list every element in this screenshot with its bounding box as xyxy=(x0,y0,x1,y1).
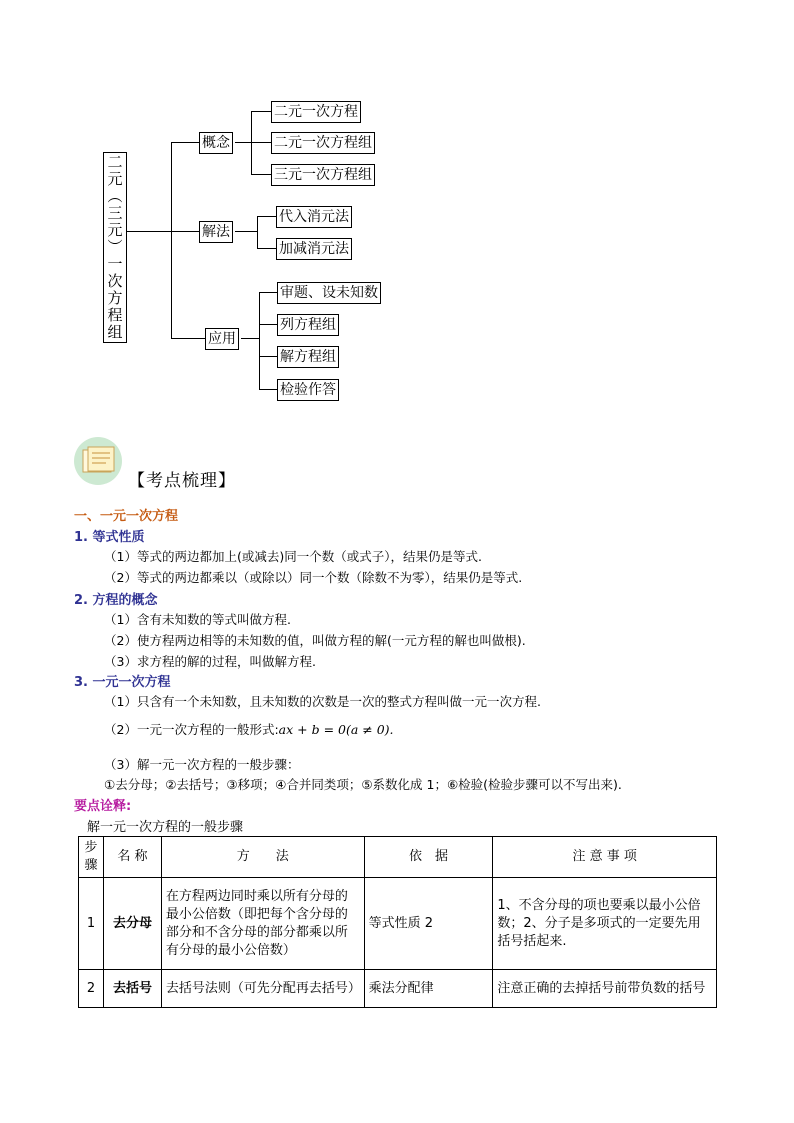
connector xyxy=(241,338,260,339)
root-char: 元 xyxy=(107,170,123,188)
section-title: 【考点梳理】 xyxy=(128,471,236,491)
cell-basis: 等式性质 2 xyxy=(364,878,493,970)
leaf-node: 二元一次方程 xyxy=(271,101,361,123)
cell-note: 1、不含分母的项也要乘以最小公倍数；2、分子是多项式的一定要先用括号括起来. xyxy=(493,878,717,970)
root-char: 组 xyxy=(107,323,123,341)
leaf-node: 列方程组 xyxy=(277,314,339,336)
heading-linear-equation: 一、一元一次方程 xyxy=(74,509,179,524)
root-char: 次 xyxy=(107,272,123,290)
mindmap-root xyxy=(103,152,127,343)
connector xyxy=(251,111,271,112)
connector xyxy=(259,356,277,357)
leaf-node: 二元一次方程组 xyxy=(271,132,375,154)
connector xyxy=(171,142,199,143)
paragraph: （2）等式的两边都乘以（或除以）同一个数（除数不为零），结果仍是等式. xyxy=(104,570,523,585)
connector xyxy=(257,216,276,217)
root-char: 元 xyxy=(107,221,123,239)
cell-step: 2 xyxy=(79,970,104,1008)
connector xyxy=(259,292,277,293)
root-char: 一 xyxy=(107,255,123,273)
branch-method: 解法 xyxy=(199,221,233,243)
connector xyxy=(257,248,276,249)
leaf-node: 代入消元法 xyxy=(276,206,352,228)
branch-concept: 概念 xyxy=(199,132,233,154)
paragraph: （3）求方程的解的过程，叫做解方程. xyxy=(104,654,316,669)
paragraph-general-form xyxy=(104,720,394,738)
cell-note: 注意正确的去掉括号前带负数的括号 xyxy=(493,970,717,1008)
connector xyxy=(235,231,258,232)
header-name: 名 称 xyxy=(103,837,161,878)
table-header-row xyxy=(79,837,717,878)
connector xyxy=(259,389,277,390)
connector xyxy=(259,292,260,390)
root-char: ︶ xyxy=(107,238,123,256)
table-row xyxy=(79,970,717,1008)
cell-step: 1 xyxy=(79,878,104,970)
cell-method: 去括号法则（可先分配再去括号） xyxy=(161,970,364,1008)
subheading-equality-properties: 1. 等式性质 xyxy=(74,530,145,545)
table-row xyxy=(79,878,717,970)
connector xyxy=(259,324,277,325)
subheading-equation-concept: 2. 方程的概念 xyxy=(74,593,158,608)
branch-application: 应用 xyxy=(205,328,239,350)
cell-method: 在方程两边同时乘以所有分母的最小公倍数（即把每个含分母的部分和不含分母的部分都乘以所有分母的最小公倍数） xyxy=(161,878,364,970)
paragraph-steps: ①去分母；②去括号；③移项；④合并同类项；⑤系数化成 1；⑥检验(检验步骤可以不写出来). xyxy=(104,777,622,792)
header-basis: 依 据 xyxy=(364,837,493,878)
general-form-label: （2）一元一次方程的一般形式: xyxy=(104,722,279,737)
root-char: ︵ xyxy=(107,187,123,205)
header-step: 步骤 xyxy=(79,837,104,878)
connector xyxy=(251,111,252,175)
header-method: 方 法 xyxy=(161,837,364,878)
general-form-formula: ax + b = 0(a ≠ 0). xyxy=(278,722,394,737)
connector xyxy=(171,338,205,339)
paragraph: （1）含有未知数的等式叫做方程. xyxy=(104,612,291,627)
table-caption: 解一元一次方程的一般步骤 xyxy=(87,820,244,835)
connector xyxy=(171,231,199,232)
paragraph: （1）等式的两边都加上(或减去)同一个数（或式子），结果仍是等式. xyxy=(104,549,482,564)
root-char: 三 xyxy=(107,204,123,222)
steps-table xyxy=(78,836,717,1008)
leaf-node: 加减消元法 xyxy=(276,238,352,260)
paragraph: （1）只含有一个未知数，且未知数的次数是一次的整式方程叫做一元一次方程. xyxy=(104,694,541,709)
root-char: 方 xyxy=(107,289,123,307)
connector xyxy=(257,216,258,249)
connector xyxy=(235,142,252,143)
connector xyxy=(251,142,271,143)
cell-name: 去分母 xyxy=(103,878,161,970)
leaf-node: 检验作答 xyxy=(277,379,339,401)
notebook-icon xyxy=(74,437,122,485)
root-char: 程 xyxy=(107,306,123,324)
cell-name: 去括号 xyxy=(103,970,161,1008)
key-points-label: 要点诠释: xyxy=(74,799,132,814)
leaf-node: 三元一次方程组 xyxy=(271,164,375,186)
connector xyxy=(251,174,271,175)
paragraph: （3）解一元一次方程的一般步骤： xyxy=(104,757,300,772)
leaf-node: 审题、设未知数 xyxy=(277,282,381,304)
root-char: 二 xyxy=(107,153,123,171)
connector xyxy=(127,231,172,232)
connector xyxy=(171,142,172,339)
subheading-linear-equation: 3. 一元一次方程 xyxy=(74,675,171,690)
cell-basis: 乘法分配律 xyxy=(364,970,493,1008)
leaf-node: 解方程组 xyxy=(277,346,339,368)
header-notes: 注 意 事 项 xyxy=(493,837,717,878)
paragraph: （2）使方程两边相等的未知数的值，叫做方程的解(一元方程的解也叫做根). xyxy=(104,633,526,648)
